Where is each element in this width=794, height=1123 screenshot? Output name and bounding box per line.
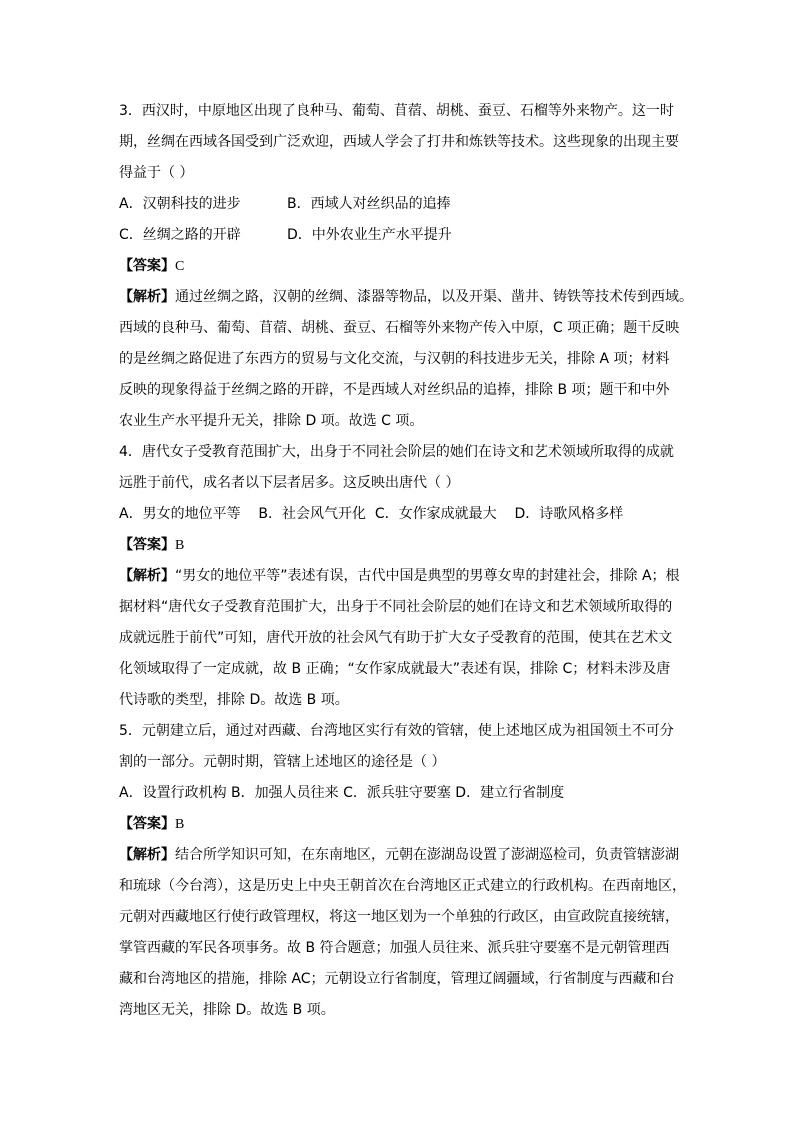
answer-line (119, 809, 679, 840)
question-4 (119, 437, 679, 716)
question-stem-line: 期，丝绸在西域各国受到广泛欢迎，西域人学会了打井和炼铁等技术。这些现象的出现主要 (119, 134, 679, 150)
answer-value: B (175, 538, 185, 553)
options-row: A．设置行政机构 B．加强人员往来 C．派兵驻守要塞 D．建立行省制度 (119, 785, 565, 801)
option-d: D．中外农业生产水平提升 (287, 227, 452, 243)
answer-tag: 【答案】 (119, 537, 175, 553)
analysis-line: 代诗歌的类型，排除 D。故选 B 项。 (119, 692, 349, 708)
question-stem-line: 4．唐代女子受教育范围扩大，出身于不同社会阶层的她们在诗文和艺术领域所取得的成就 (119, 444, 674, 460)
option-b: B．西域人对丝织品的追捧 (287, 196, 451, 212)
question-stem-line: 远胜于前代，成名者以下层者居多。这反映出唐代（ ） (119, 475, 460, 491)
analysis-line: 和琉球（今台湾），这是历史上中央王朝首次在台湾地区正式建立的行政机构。在西南地区， (119, 878, 686, 894)
analysis-text: 通过丝绸之路，汉朝的丝绸、漆器等物品，以及开渠、凿井、铸铁等技术传到西域。 (175, 289, 693, 305)
analysis-line: 化领域取得了一定成就，故 B 正确；“女作家成就最大”表述有误，排除 C；材料未涉及唐 (119, 661, 671, 677)
answer-tag: 【答案】 (119, 258, 175, 274)
analysis-line (119, 282, 693, 313)
answer-value: C (175, 259, 185, 274)
document-page (119, 96, 693, 1026)
analysis-line: 反映的现象得益于丝绸之路的开辟，不是西域人对丝织品的追捧，排除 B 项；题干和中外 (119, 382, 670, 398)
analysis-line: 元朝对西藏地区行使行政管理权，将这一地区划为一个单独的行政区，由宣政院直接统辖， (119, 909, 679, 925)
options-row (119, 189, 679, 220)
analysis-line: 农业生产水平提升无关，排除 D 项。故选 C 项。 (119, 413, 424, 429)
analysis-line: 成就远胜于前代”可知，唐代开放的社会风气有助于扩大女子受教育的范围，使其在艺术文 (119, 630, 673, 646)
analysis-line: 湾地区无关，排除 D。故选 B 项。 (119, 1002, 335, 1018)
analysis-line (119, 561, 679, 592)
analysis-tag: 【解析】 (119, 289, 175, 305)
analysis-text: 结合所学知识可知，在东南地区，元朝在澎湖岛设置了澎湖巡检司，负责管辖澎湖 (175, 847, 679, 863)
answer-line (119, 251, 679, 282)
answer-tag: 【答案】 (119, 816, 175, 832)
question-stem-line: 5．元朝建立后，通过对西藏、台湾地区实行有效的管辖，使上述地区成为祖国领土不可分 (119, 723, 674, 739)
options-row: A．男女的地位平等 B．社会风气开化 C．女作家成就最大 D．诗歌风格多样 (119, 506, 624, 522)
analysis-line: 的是丝绸之路促进了东西方的贸易与文化交流，与汉朝的科技进步无关，排除 A 项；材料 (119, 351, 670, 367)
question-stem-line: 割的一部分。元朝时期，管辖上述地区的途径是（ ） (119, 754, 446, 770)
analysis-line: 藏和台湾地区的措施，排除 AC；元朝设立行省制度，管理辽阔疆域，行省制度与西藏和台 (119, 971, 675, 987)
analysis-line: 西域的良种马、葡萄、苜蓿、胡桃、蚕豆、石榴等外来物产传入中原，C 项正确；题干反映 (119, 320, 680, 336)
question-stem-line: 3．西汉时，中原地区出现了良种马、葡萄、苜蓿、胡桃、蚕豆、石榴等外来物产。这一时 (119, 103, 674, 119)
analysis-text: “男女的地位平等”表述有误，古代中国是典型的男尊女卑的封建社会，排除 A；根 (175, 568, 680, 584)
option-c: C．丝绸之路的开辟 (119, 227, 241, 243)
question-5 (119, 716, 686, 1026)
answer-line (119, 530, 679, 561)
analysis-line: 掌管西藏的军民各项事务。故 B 符合题意；加强人员往来、派兵驻守要塞不是元朝管理西 (119, 940, 670, 956)
question-stem-line: 得益于（ ） (119, 165, 194, 181)
analysis-line (119, 840, 679, 871)
answer-value: B (175, 817, 185, 832)
analysis-line: 据材料“唐代女子受教育范围扩大，出身于不同社会阶层的她们在诗文和艺术领域所取得的 (119, 599, 673, 615)
options-row (119, 220, 679, 251)
option-a: A．汉朝科技的进步 (119, 196, 241, 212)
analysis-tag: 【解析】 (119, 847, 175, 863)
question-3 (119, 96, 693, 437)
analysis-tag: 【解析】 (119, 568, 175, 584)
